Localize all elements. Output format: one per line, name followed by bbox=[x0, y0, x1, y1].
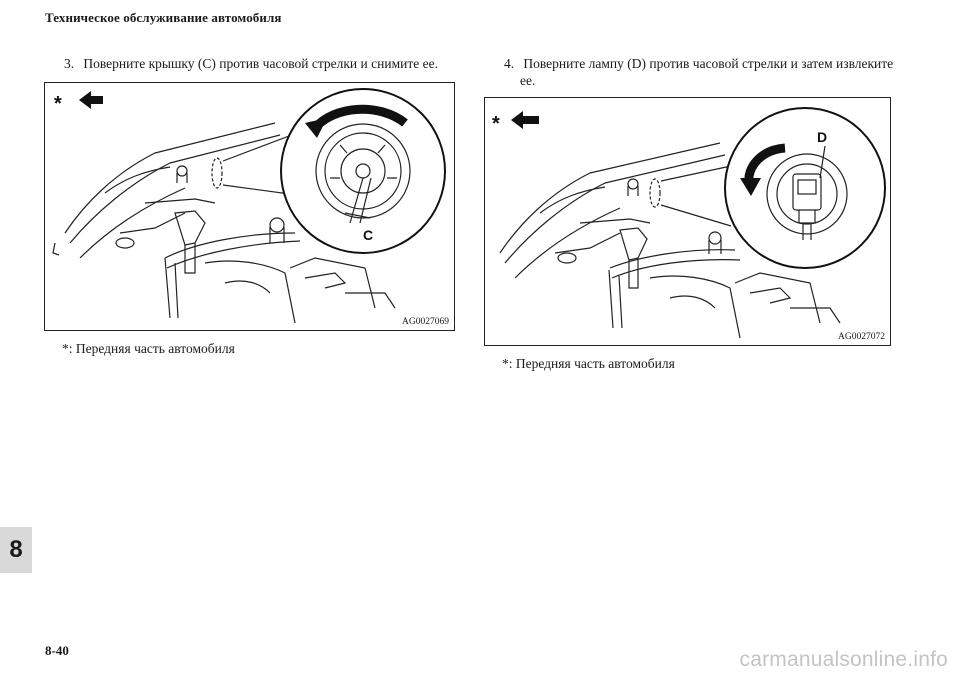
step-4-text: Поверните лампу (D) против часовой стрелки и затем извлеките bbox=[523, 56, 894, 71]
figure-1-caption: *: Передняя часть автомобиля bbox=[62, 341, 235, 356]
figure-cover-removal bbox=[44, 82, 455, 331]
chapter-tab: 8 bbox=[0, 527, 32, 573]
figure-1-star: * bbox=[54, 93, 62, 115]
figure-1-code: AG0027069 bbox=[402, 317, 449, 327]
figure-2-part-label: D bbox=[817, 129, 828, 145]
figure-2-caption: *: Передняя часть автомобиля bbox=[502, 356, 675, 371]
page-number: 8-40 bbox=[45, 643, 69, 658]
figure-cover-removal-illustration bbox=[45, 83, 454, 330]
front-arrow-icon bbox=[511, 111, 539, 129]
figure-2-star: * bbox=[492, 113, 500, 135]
step-4 bbox=[504, 55, 904, 89]
step-4-number: 4. bbox=[504, 56, 515, 71]
page-header-title: Техническое обслуживание автомобиля bbox=[45, 10, 282, 25]
figure-bulb-removal bbox=[484, 97, 891, 346]
figure-2-code: AG0027072 bbox=[838, 332, 885, 342]
step-3 bbox=[64, 55, 454, 72]
figure-bulb-removal-illustration bbox=[485, 98, 890, 345]
watermark: carmanualsonline.info bbox=[739, 648, 948, 671]
step-3-number: 3. bbox=[64, 56, 75, 71]
front-arrow-icon bbox=[79, 91, 103, 109]
step-3-text: Поверните крышку (C) против часовой стрелки и снимите ее. bbox=[83, 56, 438, 71]
figure-1-part-label: C bbox=[363, 227, 374, 243]
step-4-text-continued: ее. bbox=[520, 73, 536, 88]
